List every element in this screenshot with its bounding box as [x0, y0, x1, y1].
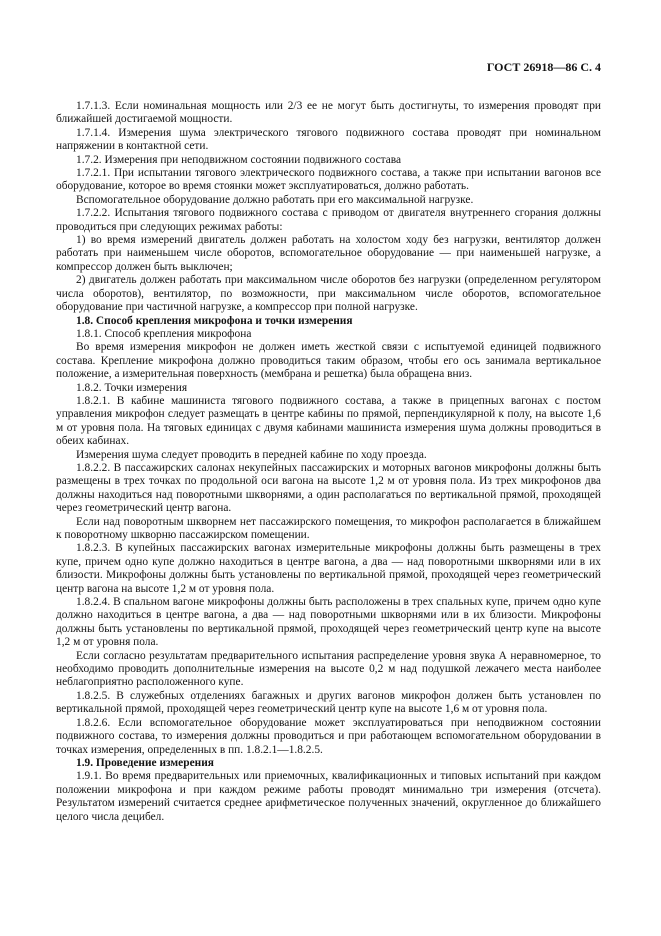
clause-1-8-2-2: 1.8.2.2. В пассажирских салонах некупейных пассажирских и моторных вагонов микрофоны должны быть размещены в трех точках по продольной оси вагона на высоте 1,2 м от уровня пола. Из трех микрофонов два должны находиться над поворотными шкворнями, а один располагаться по вертикальной прямой, проходящей через геометрический центр вагона. — [56, 461, 601, 515]
clause-1-7-2-2-item-1: 1) во время измерений двигатель должен работать на холостом ходу без нагрузки, вентилятор должен работать при наименьшем числе оборотов, вспомогательное оборудование — при наименьшей нагрузке, а компрессор должен быть выключен; — [56, 234, 601, 273]
clause-1-8-2-4-note: Если согласно результатам предварительного испытания распределение уровня звука А неравномерное, то необходимо проводить дополнительные измерения на высоте 0,2 м над подушкой лежачего места наиболее неблагоприятно расположенного купе. — [56, 649, 601, 689]
clause-1-8-2-1: 1.8.2.1. В кабине машиниста тягового подвижного состава, а также в прицепных вагонах с постом управления микрофон следует размещать в центре кабины по прямой, перпендикулярной к полу, на высоте 1,6 м от уровня пола. На тяговых единицах с двумя кабинами машиниста измерения шума должны проводиться в обеих кабинах. — [56, 394, 601, 448]
clause-1-7-2: 1.7.2. Измерения при неподвижном состоянии подвижного состава — [76, 153, 402, 166]
document-body — [56, 100, 601, 824]
clause-1-8-2-2-note: Если над поворотным шкворнем нет пассажирского помещения, то микрофон располагается в ближайшем к поворотному шкворню пассажирском помещении. — [56, 515, 601, 541]
clause-1-8-1-text: Во время измерения микрофон не должен иметь жесткой связи с испытуемой единицей подвижного состава. Крепление микрофона должно проводиться таким образом, чтобы его ось занимала вертикальное положение, а измерительная поверхность (мембрана и решетка) была обращена вниз. — [56, 341, 601, 381]
clause-1-8-2-3: 1.8.2.3. В купейных пассажирских вагонах измерительные микрофоны должны быть размещены в трех купе, причем одно купе должно находиться в центре вагона, а два — над поворотными шкворнями или в их близости. Микрофоны должны быть установлены по вертикальной прямой, проходящей через геометрический центр вагона на высоте 1,2 м от уровня пола. — [56, 542, 601, 595]
clause-1-8-1: 1.8.1. Способ крепления микрофона — [76, 327, 252, 340]
page-header: ГОСТ 26918—86 С. 4 — [486, 60, 601, 74]
section-heading-1-8: 1.8. Способ крепления микрофона и точки измерения — [76, 314, 353, 327]
clause-1-7-2-2-item-2: 2) двигатель должен работать при максимальном числе оборотов без нагрузки (определенном регулятором числа оборотов), вентилятор, по возможности, при максимальном числе оборотов, вспомогательное оборудование при частичной нагрузке, а компрессор при полной нагрузке. — [56, 274, 601, 314]
clause-1-7-2-1-note: Вспомогательное оборудование должно работать при его максимальной нагрузке. — [76, 193, 474, 206]
clause-1-8-2-1-note: Измерения шума следует проводить в передней кабине по ходу проезда. — [76, 448, 427, 461]
clause-1-8-2: 1.8.2. Точки измерения — [76, 381, 188, 394]
clause-1-7-1-3: 1.7.1.3. Если номинальная мощность или 2/3 ее не могут быть достигнуты, то измерения проводят при ближайшей достигаемой мощности. — [56, 100, 601, 126]
clause-1-8-2-5: 1.8.2.5. В служебных отделениях багажных и других вагонов микрофон должен быть установлен по вертикальной прямой, проходящей через геометрический центр купе на высоте 1,6 м от уровня пола. — [56, 689, 601, 716]
clause-1-9-1: 1.9.1. Во время предварительных или приемочных, квалификационных и типовых испытаний при каждом положении микрофона и при каждом режиме работы проводят минимально три измерения (отсчета). Результатом измерений считается среднее арифметическое полученных значений, округленное до ближайшего целого числа децибел. — [56, 770, 601, 823]
section-heading-1-9: 1.9. Проведение измерения — [76, 756, 214, 769]
clause-1-7-2-2: 1.7.2.2. Испытания тягового подвижного состава с приводом от двигателя внутреннего сгорания должны проводиться при следующих режимах работы: — [56, 207, 601, 233]
clause-1-7-1-4: 1.7.1.4. Измерения шума электрического тягового подвижного состава проводят при номинальном напряжении в контактной сети. — [56, 126, 601, 153]
clause-1-7-2-1: 1.7.2.1. При испытании тягового электрического подвижного состава, а также при испытании вагонов все оборудование, которое во время стоянки может эксплуатироваться, должно работать. — [56, 167, 601, 193]
clause-1-8-2-4: 1.8.2.4. В спальном вагоне микрофоны должны быть расположены в трех спальных купе, причем одно купе должно находиться в центре вагона, а два — над поворотными шкворнями или в их близости. Микрофоны должны быть установлены по вертикальной прямой, проходящей через геометрический центр купе на высоте 1,2 м от уровня пола. — [56, 596, 601, 649]
clause-1-8-2-6: 1.8.2.6. Если вспомогательное оборудование может эксплуатироваться при неподвижном состоянии подвижного состава, то измерения должны проводиться и при работающем вспомогательном оборудовании в точках измерения, определенных в пп. 1.8.2.1—1.8.2.5. — [56, 716, 601, 756]
